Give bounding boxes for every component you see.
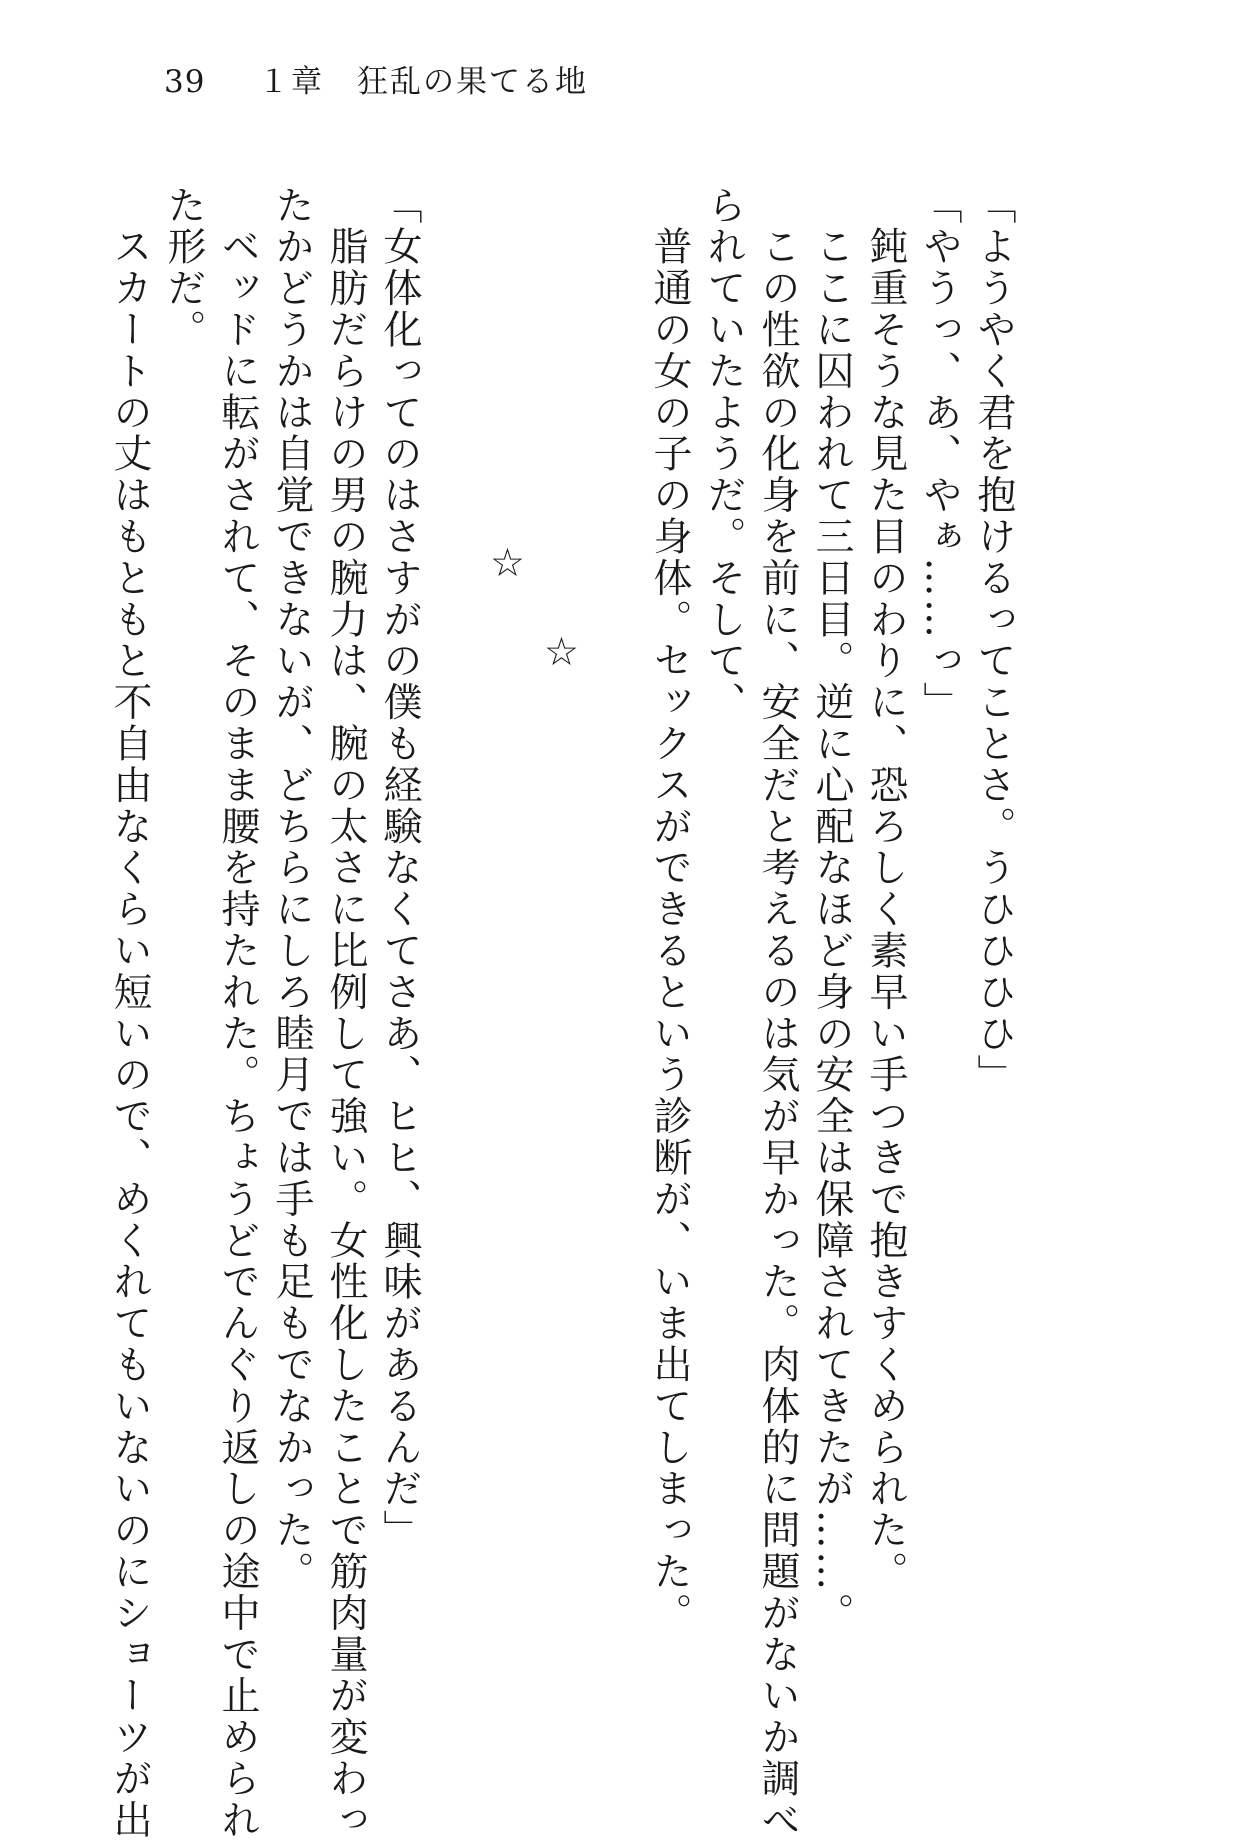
text-line: 鈍重そうな見た目のわりに、恐ろしく素早い手つきで抱きすくめられた。 bbox=[863, 185, 908, 1593]
text-line: 「女体化ってのはさすがの僕も経験なくてさあ、ヒヒ、興味があるんだ」 bbox=[377, 185, 422, 1552]
text-line: 「ようやく君を抱けるってことさ。うひひひひ」 bbox=[971, 185, 1016, 1096]
star-ornament: ☆ bbox=[485, 541, 530, 589]
text-line: 脂肪だらけの男の腕力は、腕の太さに比例して強い。女性化したことで筋肉量が変わっ bbox=[323, 185, 368, 1841]
text-line: 「やうっ、あ、やぁ……っ」 bbox=[917, 185, 962, 724]
page-number: 39 bbox=[164, 64, 206, 100]
scene-break bbox=[480, 185, 588, 1585]
blank-line bbox=[588, 185, 642, 1585]
text-line: この性欲の化身を前に、安全だと考えるのは気が早かった。肉体的に問題がないか調べ bbox=[755, 185, 800, 1841]
star-ornament: ☆ bbox=[539, 630, 584, 678]
text-line: られていたようだ。そして、 bbox=[701, 185, 746, 724]
blank-line bbox=[426, 185, 480, 1585]
text-line: スカートの丈はもともと不自由なくらい短いので、めくれてもいないのにショーツが出 bbox=[107, 185, 152, 1841]
text-line: ここに囚われて三日目。逆に心配なほど身の安全は保障されてきたが……。 bbox=[809, 185, 854, 1634]
text-line: ベッドに転がされて、そのまま腰を持たれた。ちょうどでんぐり返しの途中で止められ bbox=[215, 185, 260, 1841]
chapter-title: １章 狂乱の果てる地 bbox=[258, 64, 588, 100]
vertical-text-body bbox=[107, 185, 1020, 1841]
text-line: た形だ。 bbox=[161, 185, 206, 351]
text-line: 普通の女の子の身体。セックスができるという診断が、いま出てしまった。 bbox=[647, 185, 692, 1634]
running-head bbox=[0, 62, 700, 102]
text-line: たかどうかは自覚できないが、どちらにしろ睦月では手も足もでなかった。 bbox=[269, 185, 314, 1593]
